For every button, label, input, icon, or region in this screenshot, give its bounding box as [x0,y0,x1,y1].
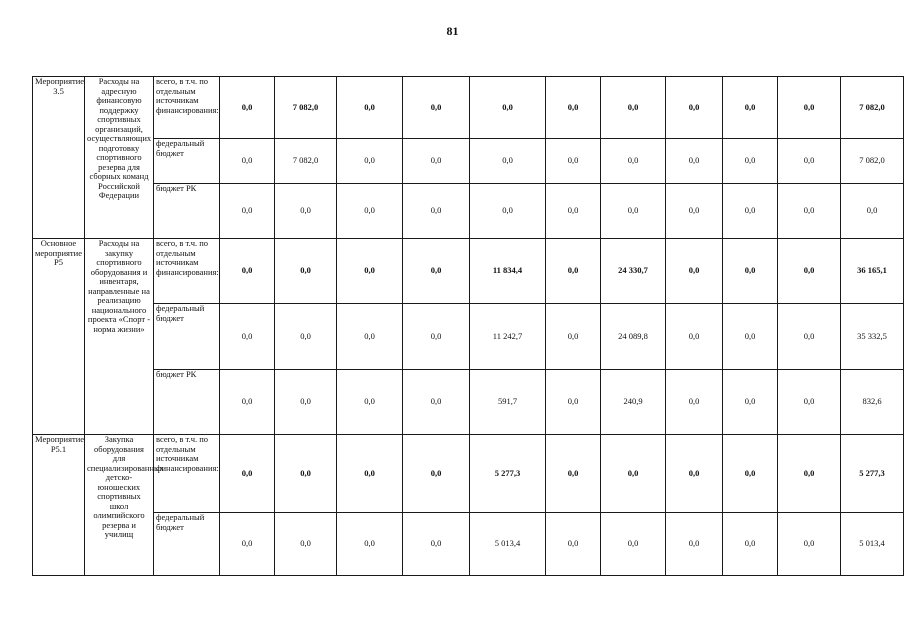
value-cell: 0,0 [337,435,403,513]
value-cell: 0,0 [220,513,275,576]
value-cell: 0,0 [723,435,778,513]
funding-source-cell: федеральный бюджет [154,139,220,184]
value-cell: 0,0 [546,184,601,239]
funding-source-cell: всего, в т.ч. по отдельным источникам финансирования: [154,77,220,139]
value-cell: 0,0 [403,370,470,435]
measure-description-cell: Закупка оборудования для специализированных детско-юношеских спортивных школ олимпийского резерва и училищ [85,435,154,576]
measure-code-cell: Мероприятие 3.5 [33,77,85,239]
value-cell: 0,0 [666,304,723,370]
value-cell: 0,0 [403,139,470,184]
value-cell: 0,0 [470,77,546,139]
table-row [33,239,904,304]
value-cell: 0,0 [275,370,337,435]
table-row [33,184,904,239]
measure-code-cell: Основное мероприятие Р5 [33,239,85,435]
funding-source-cell: бюджет РК [154,184,220,239]
table-row [33,435,904,513]
value-cell: 240,9 [601,370,666,435]
value-cell: 11 834,4 [470,239,546,304]
value-cell: 0,0 [220,435,275,513]
value-cell: 0,0 [470,184,546,239]
value-cell: 591,7 [470,370,546,435]
table-row [33,513,904,576]
funding-source-cell: федеральный бюджет [154,304,220,370]
total-value-cell: 7 082,0 [841,139,904,184]
value-cell: 0,0 [778,184,841,239]
value-cell: 0,0 [723,304,778,370]
value-cell: 0,0 [778,435,841,513]
table-row [33,304,904,370]
value-cell: 0,0 [778,139,841,184]
value-cell: 0,0 [546,239,601,304]
value-cell: 0,0 [220,139,275,184]
value-cell: 24 330,7 [601,239,666,304]
value-cell: 0,0 [666,139,723,184]
value-cell: 7 082,0 [275,139,337,184]
value-cell: 5 013,4 [470,513,546,576]
value-cell: 0,0 [778,370,841,435]
measure-description-cell: Расходы на закупку спортивного оборудования и инвентаря, направленные на реализацию национального проекта «Спорт - норма жизни» [85,239,154,435]
funding-source-cell: всего, в т.ч. по отдельным источникам финансирования: [154,239,220,304]
value-cell: 0,0 [403,304,470,370]
total-value-cell: 0,0 [841,184,904,239]
value-cell: 0,0 [337,77,403,139]
value-cell: 0,0 [403,184,470,239]
value-cell: 0,0 [275,435,337,513]
value-cell: 0,0 [601,435,666,513]
total-value-cell: 5 277,3 [841,435,904,513]
value-cell: 0,0 [546,370,601,435]
value-cell: 0,0 [220,239,275,304]
value-cell: 0,0 [723,139,778,184]
value-cell: 0,0 [337,239,403,304]
funding-source-cell: всего, в т.ч. по отдельным источникам финансирования: [154,435,220,513]
funding-source-cell: бюджет РК [154,370,220,435]
measure-description-cell: Расходы на адресную финансовую поддержку спортивных организаций, осуществляющих подготовку спортивного резерва для сборных команд Российской Федерации [85,77,154,239]
value-cell: 0,0 [337,184,403,239]
total-value-cell: 832,6 [841,370,904,435]
value-cell: 0,0 [778,513,841,576]
value-cell: 0,0 [723,239,778,304]
budget-table [32,76,904,576]
value-cell: 11 242,7 [470,304,546,370]
value-cell: 0,0 [470,139,546,184]
funding-source-cell: федеральный бюджет [154,513,220,576]
value-cell: 0,0 [546,304,601,370]
value-cell: 0,0 [220,370,275,435]
total-value-cell: 36 165,1 [841,239,904,304]
value-cell: 0,0 [275,184,337,239]
value-cell: 0,0 [275,304,337,370]
value-cell: 0,0 [220,77,275,139]
value-cell: 0,0 [275,239,337,304]
value-cell: 0,0 [723,370,778,435]
value-cell: 0,0 [666,239,723,304]
measure-code-cell: Мероприятие Р5.1 [33,435,85,576]
value-cell: 5 277,3 [470,435,546,513]
value-cell: 0,0 [546,435,601,513]
value-cell: 0,0 [546,139,601,184]
total-value-cell: 5 013,4 [841,513,904,576]
value-cell: 0,0 [403,239,470,304]
value-cell: 0,0 [601,184,666,239]
value-cell: 0,0 [220,304,275,370]
value-cell: 0,0 [601,139,666,184]
value-cell: 0,0 [337,370,403,435]
table-row [33,370,904,435]
value-cell: 0,0 [601,77,666,139]
value-cell: 0,0 [337,304,403,370]
value-cell: 0,0 [220,184,275,239]
value-cell: 0,0 [666,370,723,435]
value-cell: 0,0 [546,513,601,576]
value-cell: 7 082,0 [275,77,337,139]
value-cell: 0,0 [403,77,470,139]
value-cell: 0,0 [275,513,337,576]
value-cell: 24 089,8 [601,304,666,370]
total-value-cell: 35 332,5 [841,304,904,370]
value-cell: 0,0 [723,184,778,239]
value-cell: 0,0 [546,77,601,139]
value-cell: 0,0 [601,513,666,576]
value-cell: 0,0 [337,513,403,576]
page-number: 81 [446,24,459,38]
table-row [33,77,904,139]
value-cell: 0,0 [723,513,778,576]
value-cell: 0,0 [666,435,723,513]
value-cell: 0,0 [778,304,841,370]
value-cell: 0,0 [778,77,841,139]
value-cell: 0,0 [666,77,723,139]
value-cell: 0,0 [723,77,778,139]
value-cell: 0,0 [666,513,723,576]
total-value-cell: 7 082,0 [841,77,904,139]
value-cell: 0,0 [778,239,841,304]
value-cell: 0,0 [666,184,723,239]
value-cell: 0,0 [337,139,403,184]
table-row [33,139,904,184]
value-cell: 0,0 [403,435,470,513]
value-cell: 0,0 [403,513,470,576]
